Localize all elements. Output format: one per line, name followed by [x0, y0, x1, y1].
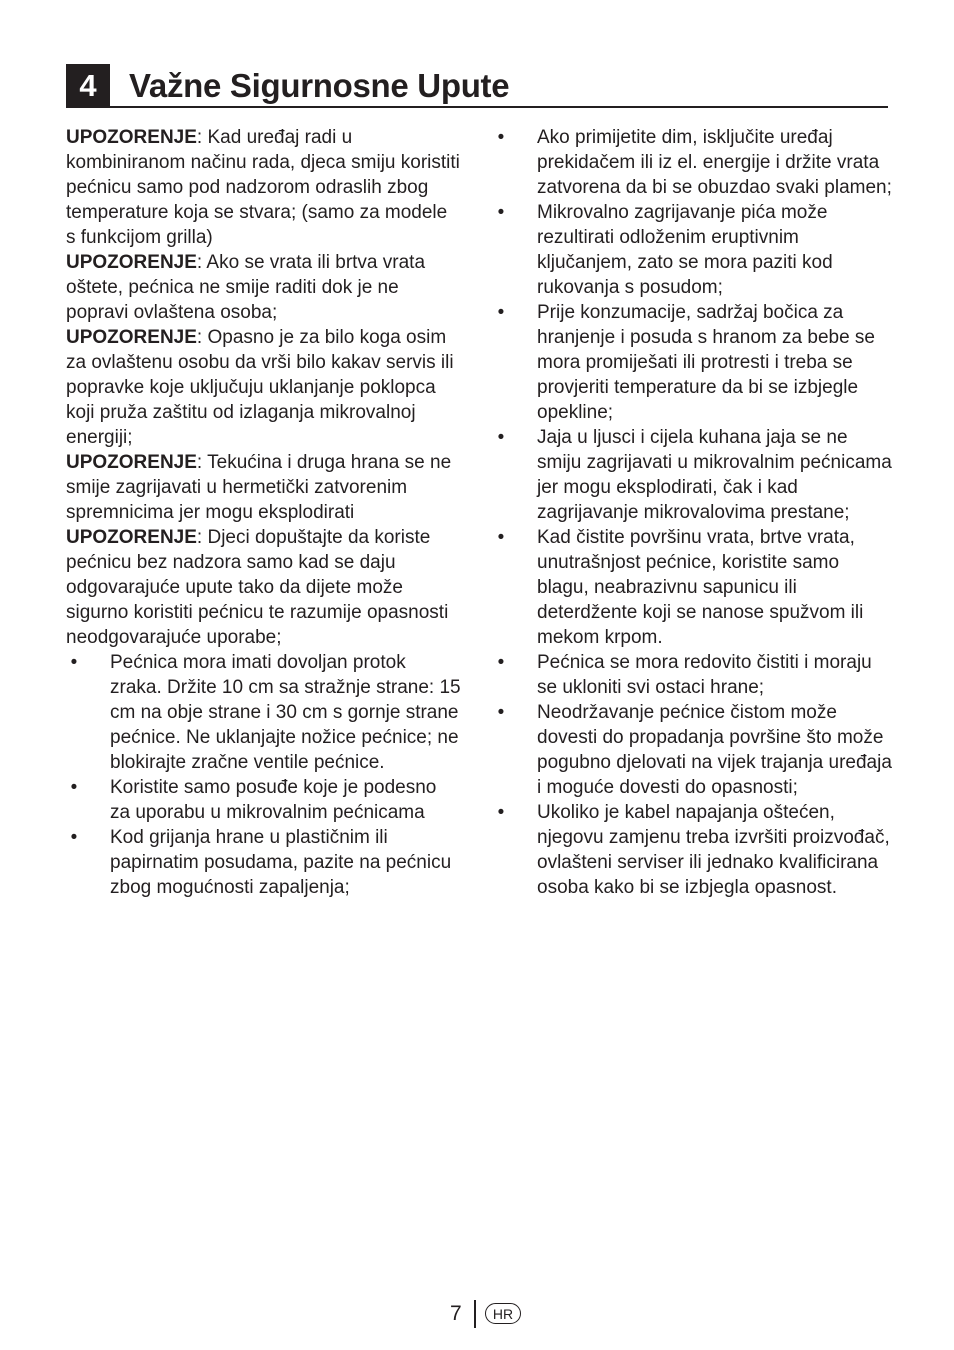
left-column [66, 125, 461, 900]
list-item [493, 425, 893, 525]
list-item [493, 125, 893, 200]
list-item-text: Kod grijanja hrane u plastičnim ili papirnatim posudama, pazite na pećnicu zbog mogućnosti zapaljenja; [110, 827, 452, 898]
list-item-text: Pećnica se mora redovito čistiti i moraju se ukloniti svi ostaci hrane; [537, 652, 872, 698]
bullet-icon: • [497, 652, 505, 673]
list-item-text: Ako primijetite dim, isključite uređaj prekidačem ili iz el. energije i držite vrata zatvorena da bi se obuzdao svaki plamen; [537, 127, 892, 198]
list-item-text: Koristite samo posuđe koje je podesno za uporabu u mikrovalnim pećnicama [110, 777, 437, 823]
bullet-list [66, 650, 461, 900]
list-item [493, 800, 893, 900]
list-item [66, 775, 461, 825]
bullet-icon: • [497, 527, 505, 548]
list-item-text: Neodržavanje pećnice čistom može dovesti do propadanja površine što može pogubno djelovati na vijek trajanja uređaja i moguće dovesti do opasnosti; [537, 702, 892, 798]
footer-divider [474, 1300, 476, 1328]
warning-paragraph [66, 525, 461, 650]
list-item [493, 700, 893, 800]
warning-paragraph [66, 125, 461, 250]
language-badge: HR [485, 1303, 521, 1324]
bullet-icon: • [497, 202, 505, 223]
bullet-icon: • [70, 777, 78, 798]
bullet-list [493, 125, 893, 900]
bullet-icon: • [70, 827, 78, 848]
page-title: Važne Sigurnosne Upute [129, 67, 510, 104]
warning-text: : Tekućina i druga hrana se ne smije zagrijavati u hermetički zatvorenim spremnicima jer mogu eksplodirati [66, 452, 452, 523]
warning-label: UPOZORENJE [66, 452, 197, 473]
bullet-icon: • [497, 302, 505, 323]
warning-label: UPOZORENJE [66, 127, 197, 148]
warning-paragraph [66, 450, 461, 525]
right-column [493, 125, 893, 900]
list-item-text: Mikrovalno zagrijavanje pića može rezultirati odloženim eruptivnim ključanjem, zato se mora paziti kod rukovanja s posudom; [537, 202, 833, 298]
bullet-icon: • [497, 427, 505, 448]
bullet-icon: • [497, 702, 505, 723]
warning-label: UPOZORENJE [66, 527, 197, 548]
list-item [493, 300, 893, 425]
bullet-icon: • [497, 802, 505, 823]
list-item-text: Jaja u ljusci i cijela kuhana jaja se ne smiju zagrijavati u mikrovalnim pećnicama jer mogu eksplodirati, čak i kad zagrijavanje mikrovalovima prestane; [537, 427, 892, 523]
warning-label: UPOZORENJE [66, 327, 197, 348]
warning-text: : Djeci dopuštajte da koriste pećnicu bez nadzora samo kad se daju odgovarajuće upute tako da dijete može sigurno koristiti pećnicu te razumije opasnosti neodgovarajuće uporabe; [66, 527, 449, 648]
warning-paragraph [66, 250, 461, 325]
list-item [66, 650, 461, 775]
bullet-icon: • [497, 127, 505, 148]
warning-text: : Kad uređaj radi u kombiniranom načinu rada, djeca smiju koristiti pećnicu samo pod nadzorom odraslih zbog temperature koja se stvara; (samo za modele s funkcijom grilla) [66, 127, 460, 248]
section-number-badge: 4 [66, 64, 110, 108]
list-item-text: Kad čistite površinu vrata, brtve vrata, unutrašnjost pećnice, koristite samo blagu, neabrazivnu sapunicu ili deterdžente koji se nanose spužvom ili mekom krpom. [537, 527, 864, 648]
header-rule [110, 106, 888, 108]
list-item [493, 650, 893, 700]
list-item-text: Prije konzumacije, sadržaj bočica za hranjenje i posuda s hranom za bebe se mora promiješati ili protresti i treba se provjeriti temperature da bi se izbjegle opekline; [537, 302, 876, 423]
warning-text: : Opasno je za bilo koga osim za ovlaštenu osobu da vrši bilo kakav servis ili popravke koje uključuju uklanjanje poklopca koji pruža zaštitu od izlaganja mikrovalnoj energiji; [66, 327, 454, 448]
list-item-text: Ukoliko je kabel napajanja oštećen, njegovu zamjenu treba izvršiti proizvođač, ovlašteni serviser ili jednako kvalificirana osoba kako bi se izbjegla opasnost. [537, 802, 890, 898]
warning-paragraph [66, 325, 461, 450]
list-item [493, 525, 893, 650]
warning-text: : Ako se vrata ili brtva vrata oštete, pećnica ne smije raditi dok je ne popravi ovlaštena osoba; [66, 252, 426, 323]
page-number: 7 [450, 1302, 462, 1325]
list-item [493, 200, 893, 300]
section-header [66, 64, 888, 108]
list-item-text: Pećnica mora imati dovoljan protok zraka. Držite 10 cm sa stražnje strane: 15 cm na obje strane i 30 cm s gornje strane pećnice. Ne uklanjajte nožice pećnice; ne blokirajte zračne ventile pećnice. [110, 652, 461, 773]
bullet-icon: • [70, 652, 78, 673]
list-item [66, 825, 461, 900]
warning-label: UPOZORENJE [66, 252, 197, 273]
